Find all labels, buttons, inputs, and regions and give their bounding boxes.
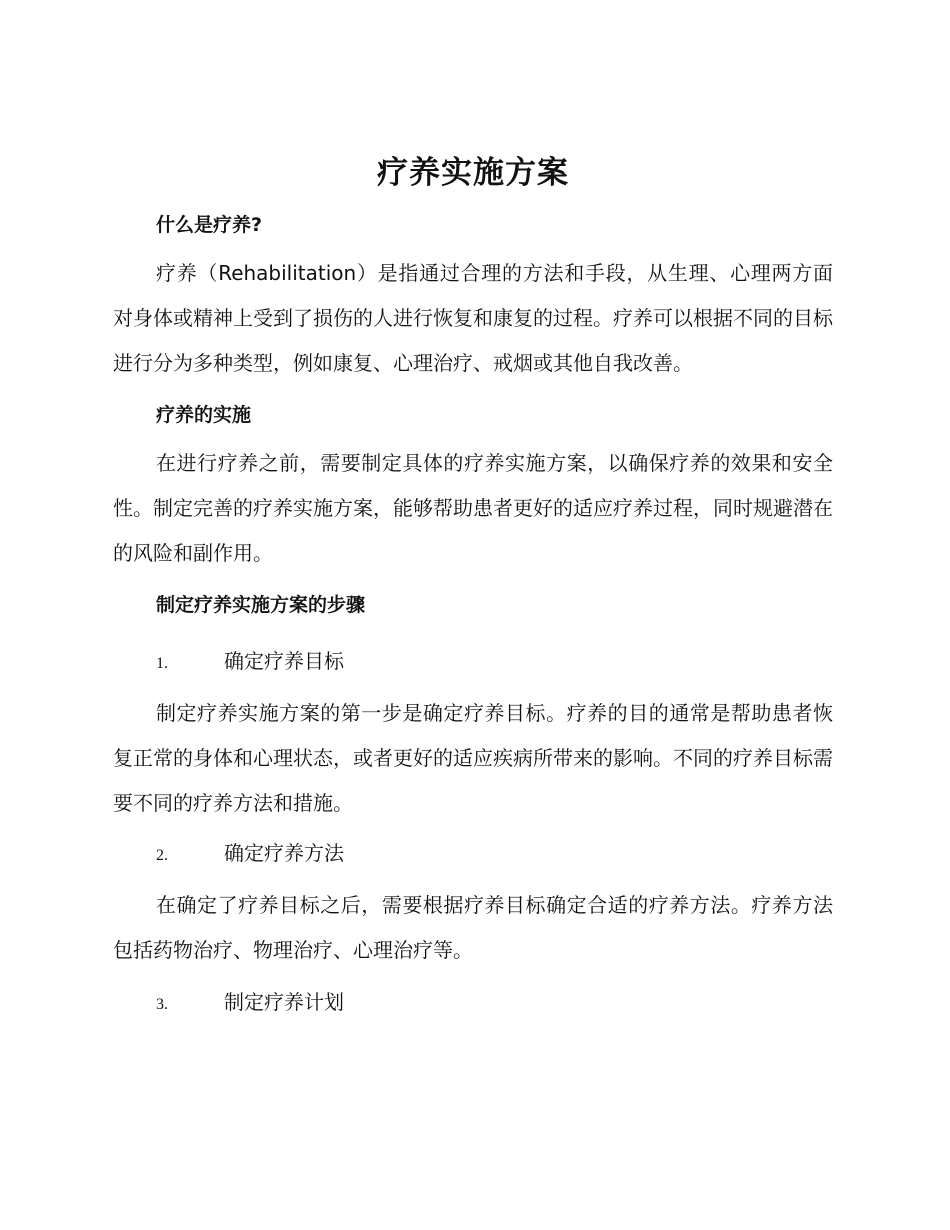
spacer xyxy=(113,620,833,646)
step-paragraph-1: 制定疗养实施方案的第一步是确定疗养目标。疗养的目的通常是帮助患者恢复正常的身体和心理状态，或者更好的适应疾病所带来的影响。不同的疗养目标需要不同的疗养方法和措施。 xyxy=(113,701,833,815)
section-paragraph-what-is: 疗养（Rehabilitation）是指通过合理的方法和手段，从生理、心理两方面对身体或精神上受到了损伤的人进行恢复和康复的过程。疗养可以根据不同的目标进行分为多种类型，例如康复、心理治疗、戒烟或其他自我改善。 xyxy=(113,261,833,375)
step-item-2 xyxy=(113,838,833,871)
step-label: 确定疗养方法 xyxy=(224,841,344,865)
spacer xyxy=(113,198,833,210)
step-label: 确定疗养目标 xyxy=(224,649,344,673)
section-paragraph-implementation: 在进行疗养之前，需要制定具体的疗养实施方案，以确保疗养的效果和安全性。制定完善的疗养实施方案，能够帮助患者更好的适应疗养过程，同时规避潜在的风险和副作用。 xyxy=(113,451,833,565)
document-body xyxy=(113,148,833,1020)
step-item-1 xyxy=(113,646,833,679)
step-item-3 xyxy=(113,987,833,1020)
spacer xyxy=(113,576,833,590)
step-paragraph-2: 在确定了疗养目标之后，需要根据疗养目标确定合适的疗养方法。疗养方法包括药物治疗、物理治疗、心理治疗等。 xyxy=(113,893,833,962)
document-title: 疗养实施方案 xyxy=(377,155,569,191)
spacer xyxy=(113,826,833,838)
spacer xyxy=(113,871,833,883)
section-heading-what-is: 什么是疗养? xyxy=(156,214,263,236)
spacer xyxy=(113,679,833,691)
step-label: 制定疗养计划 xyxy=(224,990,344,1014)
step-number: 3. xyxy=(156,996,168,1013)
section-heading-implementation: 疗养的实施 xyxy=(156,404,252,426)
step-number: 1. xyxy=(156,655,168,672)
spacer xyxy=(113,430,833,441)
spacer xyxy=(113,386,833,400)
spacer xyxy=(113,240,833,251)
step-number: 2. xyxy=(156,847,168,864)
spacer xyxy=(113,973,833,987)
section-heading-steps: 制定疗养实施方案的步骤 xyxy=(156,594,366,616)
